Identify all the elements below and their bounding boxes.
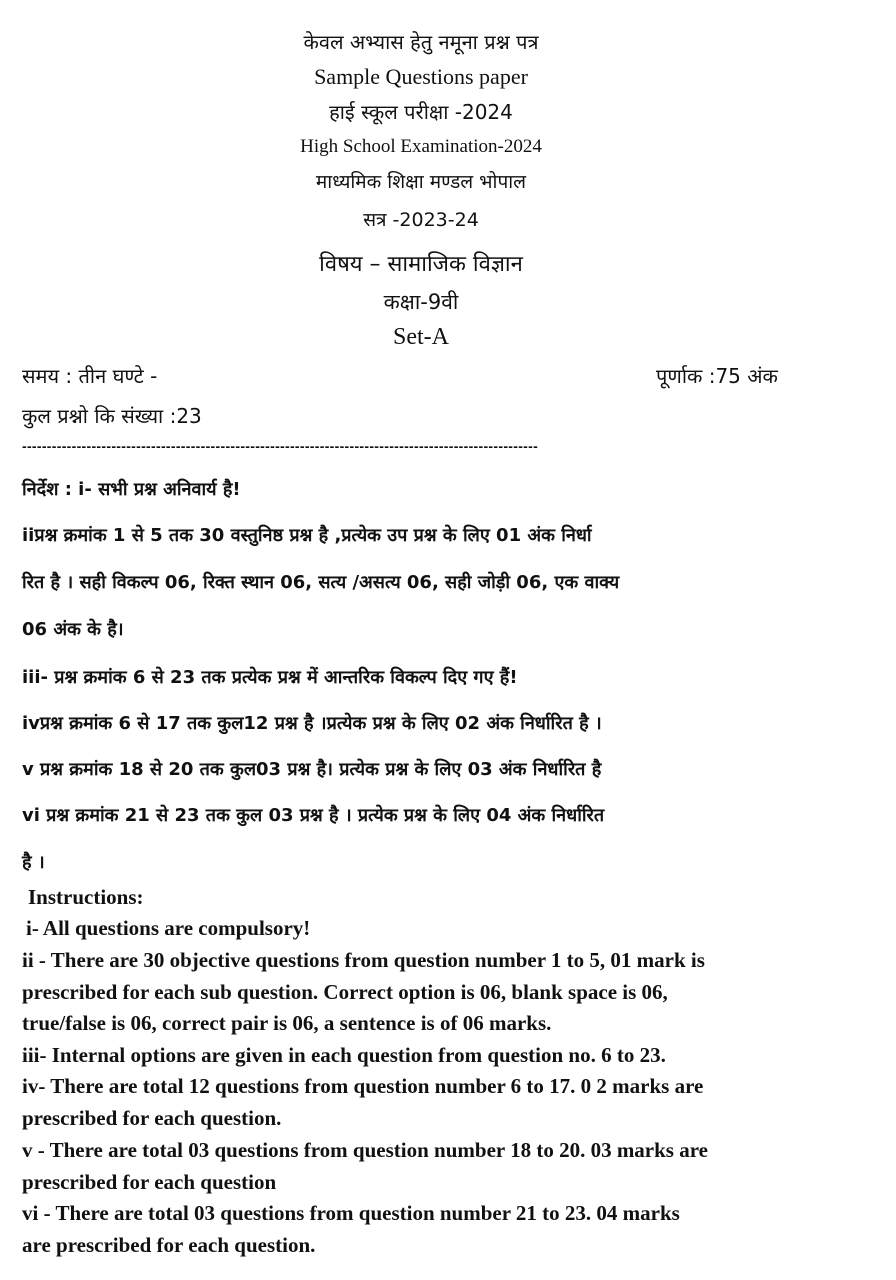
english-instruction-iv-line1: iv- There are total 12 questions from question number 6 to 17. 0 2 marks are bbox=[22, 1074, 704, 1098]
english-instruction-i bbox=[22, 913, 836, 945]
english-instruction-ii-line2: prescribed for each sub question. Correct option is 06, blank space is 06, bbox=[22, 979, 668, 1004]
english-instruction-iii bbox=[22, 1040, 832, 1072]
hindi-instruction-ii-line2: रित है । सही विकल्प 06, रिक्त स्थान 06, सत्य /असत्य 06, सही जोड़ी 06, एक वाक्य bbox=[22, 572, 620, 593]
hindi-instruction-i bbox=[22, 466, 832, 513]
set-label: Set-A bbox=[393, 324, 449, 350]
instructions-heading-text: Instructions: bbox=[28, 885, 144, 909]
max-marks: पूर्णाक :75 अंक bbox=[656, 364, 778, 388]
english-instruction-ii-line3: true/false is 06, correct pair is 06, a sentence is of 06 marks. bbox=[22, 1011, 552, 1035]
english-instruction-iv-line2: prescribed for each question. bbox=[22, 1105, 282, 1130]
sample-paper-title: Sample Questions paper bbox=[314, 64, 528, 89]
english-instruction-ii bbox=[22, 945, 832, 1040]
english-instruction-v bbox=[22, 1135, 832, 1198]
hindi-instruction-vi-line2: है । bbox=[22, 852, 45, 873]
practice-note-hindi: केवल अभ्यास हेतु नमूना प्रश्न पत्र bbox=[303, 30, 539, 54]
time-duration: समय : तीन घण्टे - bbox=[22, 364, 158, 388]
english-instruction-vi bbox=[22, 1198, 832, 1261]
hindi-instruction-iii-text: iii- प्रश्न क्रमांक 6 से 23 तक प्रत्येक प्रश्न में आन्तरिक विकल्प दिए गए हैं! bbox=[22, 667, 518, 688]
hindi-instruction-vi-line1: vi प्रश्न क्रमांक 21 से 23 तक कुल 03 प्रश्न है । प्रत्येक प्रश्न के लिए 04 अंक निर्धारित bbox=[22, 805, 605, 826]
hindi-instruction-iv-text: ivप्रश्न क्रमांक 6 से 17 तक कुल12 प्रश्न है ।प्रत्येक प्रश्न के लिए 02 अंक निर्धारित है । bbox=[22, 713, 602, 734]
english-instruction-v-line1: v - There are total 03 questions from question number 18 to 20. 03 marks are bbox=[22, 1138, 708, 1162]
hindi-instruction-v-text: v प्रश्न क्रमांक 18 से 20 तक कुल03 प्रश्न है। प्रत्येक प्रश्न के लिए 03 अंक निर्धारित है bbox=[22, 759, 602, 780]
english-instruction-vi-line2: are prescribed for each question. bbox=[22, 1232, 316, 1257]
session: सत्र -2023-24 bbox=[363, 209, 479, 231]
hindi-instruction-ii-line1: iiप्रश्न क्रमांक 1 से 5 तक 30 वस्तुनिष्ठ प्रश्न है ,प्रत्येक उप प्रश्न के लिए 01 अंक निर्धा bbox=[22, 525, 592, 546]
instructions-heading bbox=[22, 882, 838, 914]
hindi-instruction-iii bbox=[22, 654, 832, 701]
total-questions: कुल प्रश्नो कि संख्या :23 bbox=[22, 404, 202, 428]
hindi-instruction-v bbox=[22, 746, 832, 793]
hindi-instruction-ii-line3: 06 अंक के है। bbox=[22, 619, 124, 640]
english-instruction-vi-line1: vi - There are total 03 questions from question number 21 to 23. 04 marks bbox=[22, 1201, 680, 1225]
hindi-instruction-ii bbox=[22, 512, 832, 653]
hindi-instruction-i-text: निर्देश : i- सभी प्रश्न अनिवार्य है! bbox=[22, 479, 241, 500]
english-instruction-i-text: i- All questions are compulsory! bbox=[26, 916, 311, 940]
hindi-instruction-vi bbox=[22, 792, 832, 886]
english-instruction-v-line2: prescribed for each question bbox=[22, 1169, 277, 1194]
english-instruction-iv bbox=[22, 1071, 832, 1134]
subject: विषय – सामाजिक विज्ञान bbox=[319, 252, 523, 277]
separator-line: -------------------------------------------------------------------------------------------------------- bbox=[22, 438, 539, 454]
english-instruction-iii-text: iii- Internal options are given in each question from question no. 6 to 23. bbox=[22, 1043, 666, 1067]
class-label: कक्षा-9वी bbox=[383, 290, 459, 314]
exam-title-english: High School Examination-2024 bbox=[300, 136, 542, 157]
hindi-instruction-iv bbox=[22, 700, 832, 747]
exam-title-hindi: हाई स्कूल परीक्षा -2024 bbox=[329, 100, 513, 124]
board-name: माध्यमिक शिक्षा मण्डल भोपाल bbox=[315, 171, 527, 193]
english-instruction-ii-line1: ii - There are 30 objective questions from question number 1 to 5, 01 mark is bbox=[22, 948, 705, 972]
